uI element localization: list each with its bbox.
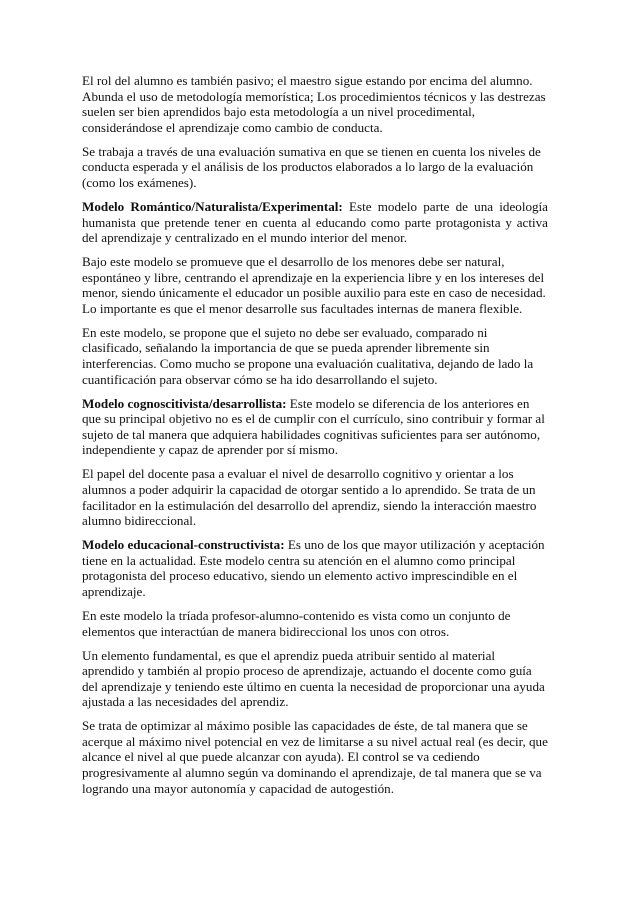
- section-heading-constructivista: Modelo educacional-constructivista:: [82, 537, 285, 553]
- paragraph-text: Se trata de optimizar al máximo posible las capacidades de éste, de tal manera que se acerque al máximo nivel potencial en vez de limitarse a su nivel actual real (es decir, que alcance el nivel al que puede alcanzar con ayuda). El control se va cediendo progresivamente al alumno según va dominando el aprendizaje, de tal manera que se va logrando una mayor autonomía y capacidad de autogestión.: [82, 718, 548, 796]
- document-page: [82, 73, 548, 805]
- paragraph-modelo-cognoscitivista: [82, 396, 548, 458]
- section-heading-cognoscitivista: Modelo cognoscitivista/desarrollista:: [82, 395, 287, 411]
- paragraph-triada: [82, 608, 548, 639]
- paragraph-text: Es uno de los que mayor utilización y aceptación tiene en la actualidad. Este modelo centra su atención en el alumno como principal protagonista del proceso educativo, siendo un elemento activo imprescindible en el aprendizaje.: [82, 537, 545, 599]
- paragraph-modelo-romantico: [82, 199, 548, 246]
- paragraph-text: Se trabaja a través de una evaluación sumativa en que se tienen en cuenta los niveles de conducta esperada y el análisis de los productos elaborados a lo largo de la evaluación (como los exámenes).: [82, 143, 541, 190]
- paragraph-text: Bajo este modelo se promueve que el desarrollo de los menores debe ser natural, espontáneo y libre, centrando el aprendizaje en la experiencia libre y en los intereses del menor, siendo únicamente el educador un posible auxilio para este en caso de necesidad. Lo importante es que el menor desarrolle sus facultades internas de manera flexible.: [82, 254, 546, 316]
- section-heading-romantico: Modelo Romántico/Naturalista/Experimental:: [82, 198, 343, 214]
- paragraph-papel-docente: [82, 466, 548, 528]
- paragraph-text: Este modelo parte de una ideología humanista que pretende tener en cuenta al educando como parte protagonista y activa del aprendizaje y centralizado en el mundo interior del menor.: [82, 198, 548, 246]
- paragraph-rol-alumno: [82, 73, 548, 135]
- paragraph-text: El rol del alumno es también pasivo; el maestro sigue estando por encima del alumno. Abunda el uso de metodología memorística; Los procedimientos técnicos y las destrezas suelen ser bien aprendidos bajo esta metodología a un nivel procedimental, considerándose el aprendizaje como cambio de conducta.: [82, 73, 546, 135]
- paragraph-text: Un elemento fundamental, es que el aprendiz pueda atribuir sentido al material aprendido y también al propio proceso de aprendizaje, actuando el docente como guía del aprendizaje y teniendo este último en cuenta la necesidad de proporcionar una ayuda ajustada a las necesidades del aprendiz.: [82, 647, 545, 710]
- paragraph-evaluacion-sumativa: [82, 144, 548, 191]
- paragraph-text: Este modelo se diferencia de los anteriores en que su principal objetivo no es el de cumplir con el currículo, sino contribuir y formar al sujeto de tal manera que adquiera habilidades cognitivas suficientes para ser autónomo, independiente y capaz de aprender por sí mismo.: [82, 395, 545, 458]
- paragraph-text: En este modelo, se propone que el sujeto no debe ser evaluado, comparado ni clasificado, señalando la importancia de que se pueda aprender libremente sin interferencias. Como mucho se propone una evaluación cualitativa, dejando de lado la cuantificación para observar cómo se ha ido desarrollando el sujeto.: [82, 324, 534, 387]
- paragraph-text: El papel del docente pasa a evaluar el nivel de desarrollo cognitivo y orientar a los alumnos a poder adquirir la capacidad de otorgar sentido a lo aprendido. Se trata de un facilitador en la estimulación del desarrollo del aprendiz, siendo la interacción maestro alumno bidireccional.: [82, 466, 537, 529]
- paragraph-desarrollo-natural: [82, 254, 548, 316]
- paragraph-optimizar: [82, 718, 548, 796]
- paragraph-sin-evaluacion: [82, 325, 548, 387]
- paragraph-text: En este modelo la tríada profesor-alumno-contenido es vista como un conjunto de elementos que interactúan de manera bidireccional los unos con otros.: [82, 607, 511, 639]
- paragraph-modelo-constructivista: [82, 537, 548, 599]
- paragraph-elemento-fundamental: [82, 648, 548, 710]
